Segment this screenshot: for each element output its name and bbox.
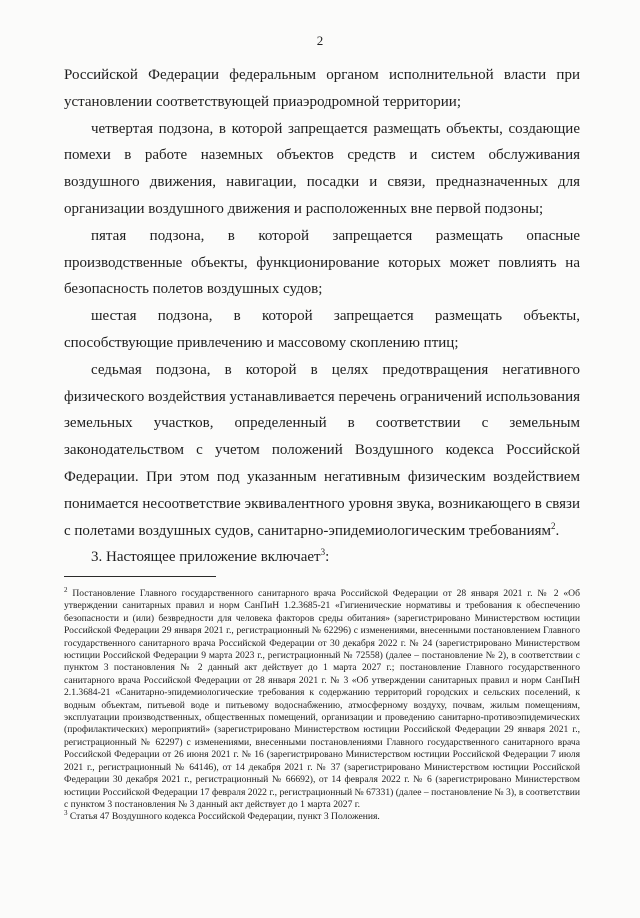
document-body (64, 62, 580, 571)
paragraph-item-3 (64, 544, 580, 571)
paragraph-sixth-subzone (64, 303, 580, 357)
footnote-text: Статья 47 Воздушного кодекса Российской Федерации, пункт 3 Положения. (67, 811, 380, 823)
paragraph-text: 3. Настоящее приложение включает (91, 549, 321, 566)
footnote-ref-3[interactable]: 3 (320, 547, 326, 558)
paragraph-tail: : (325, 549, 330, 566)
footnote-2 (64, 585, 580, 811)
footnote-mark: 2 (64, 585, 68, 594)
footnote-ref-2[interactable]: 2 (551, 520, 556, 531)
paragraph-text: пятая подзона, в которой запрещается размещать опасные производственные объекты, функционирование которых может повлиять на безопасность полетов воздушных судов; (64, 227, 580, 298)
paragraph-text: шестая подзона, в которой запрещается размещать объекты, способствующие привлечению и массовому скоплению птиц; (64, 308, 580, 351)
footnotes (64, 585, 580, 824)
paragraph-text: Российской Федерации федеральным органом исполнительной власти при установлении соответствующей приаэродромной территории; (64, 67, 580, 110)
footnote-separator (64, 576, 216, 577)
footnote-text: Постановление Главного государственного санитарного врача Российской Федерации от 28 января 2021 г. № 2 «Об утверждении санитарных правил и норм СанПиН 1.2.3685-21 «Гигиенические нормативы и требования к обеспечению безопасности и (или) безвредности для человека факторов среды обитания» (зарегистрировано Министерством юстиции Российской Федерации 29 января 2021 г., регистрационный № 62296) с изменениями, внесенными постановлением Главного государственного санитарного врача Российской Федерации от 30 декабря 2022 г. № 24 (зарегистрировано Министерством юстиции Российской Федерации 9 марта 2023 г., регистрационный № 72558) (далее – постановление № 2), в соответствии с пунктом 3 постановления № 2 данный акт действует до 1 марта 2027 г.; постановление Главного государственного санитарного врача Российской Федерации от 28 января 2021 г. № 3 «Об утверждении санитарных правил и норм СанПиН 2.1.3684-21 «Санитарно-эпидемиологические требования к содержанию территорий городских и сельских поселений, к водным объектам, питьевой воде и питьевому водоснабжению, атмосферному воздуху, почвам, жилым помещениям, эксплуатации производственных, общественных помещений, организации и проведению санитарно-противоэпидемических (профилактических) мероприятий» (зарегистрировано Министерством юстиции Российской Федерации 29 января 2021 г., регистрационный № 62297) с изменениями, внесенными постановлениями Главного государственного санитарного врача Российской Федерации от 26 июня 2021 г. № 16 (зарегистрировано Министерством юстиции Российской Федерации 7 июля 2021 г., регистрационный № 64146), от 14 декабря 2021 г. № 37 (зарегистрировано Министерством юстиции Российской Федерации 30 декабря 2021 г., регистрационный № 66692), от 14 февраля 2022 г. № 6 (зарегистрировано Министерством юстиции Российской Федерации 17 февраля 2022 г., регистрационный № 67331) (далее – постановление № 3), в соответствии с пунктом 3 постановления № 3 данный акт действует до 1 марта 2027 г. (64, 588, 580, 810)
footnote-mark: 3 (64, 809, 68, 818)
footnote-3 (64, 811, 580, 823)
paragraph-continuation (64, 62, 580, 116)
paragraph-seventh-subzone: седьмая подзона, в которой в целях предотвращения негативного физического воздействия устанавливается перечень ограничений использования земельных участков, определенный в соответствии с земельным законодательством с учетом положений Воздушного кодекса Российской Федерации. При этом под указанным негативным физическим воздействием понимается несоответствие эквивалентного уровня звука, возникающего в связи с полетами воздушных судов, санитарно-эпидемиологическим требованиям$^2$. (64, 361, 580, 539)
page-number: 2 (316, 33, 324, 48)
paragraph-text: четвертая подзона, в которой запрещается размещать объекты, создающие помехи в работе наземных объектов средств и систем обслуживания воздушного движения, навигации, посадки и связи, предназначенных для организации воздушного движения и расположенных вне первой подзоны; (64, 120, 580, 217)
paragraph-fifth-subzone (64, 223, 580, 303)
paragraph-fourth-subzone (64, 116, 580, 223)
paragraph-text: седьмая подзона, в которой в целях предотвращения негативного физического воздействия устанавливается перечень ограничений использования земельных участков, определенный в соответствии с земельным законодательством с учетом положений Воздушного кодекса Российской Федерации. При этом под указанным негативным физическим воздействием понимается несоответствие эквивалентного уровня звука, возникающего в связи с полетами воздушных судов, санитарно-эпидемиологическим требованиям (64, 361, 580, 539)
